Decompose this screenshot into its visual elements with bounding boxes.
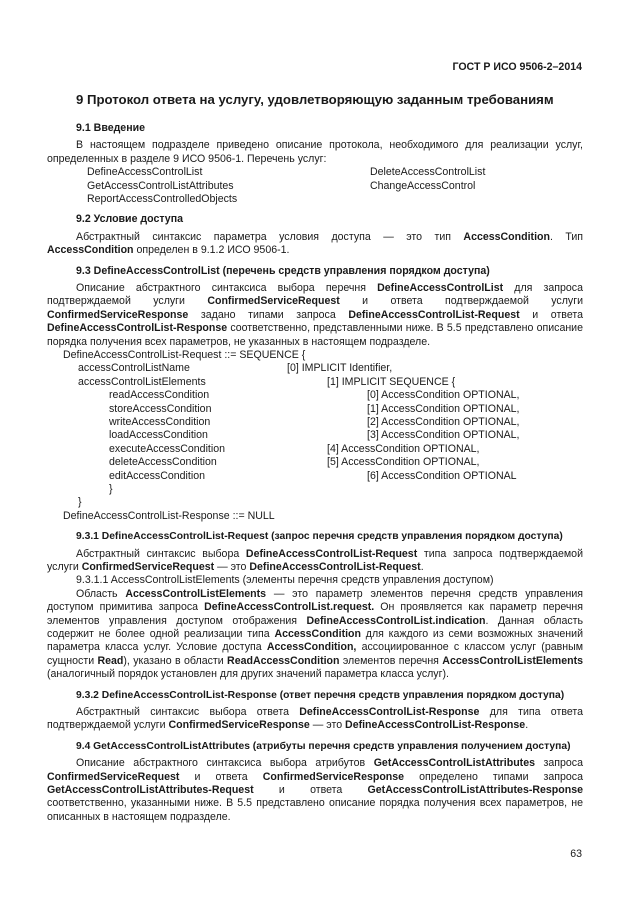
paragraph-9-2: Абстрактный синтаксис параметра условия доступа — это тип AccessCondition. Тип AccessCondition определен в 9.1.2 ИСО 9506-1.	[47, 230, 583, 257]
code-line: executeAccessCondition [4] AccessCondition OPTIONAL,	[109, 442, 480, 455]
paragraph-9-3-1: Абстрактный синтаксис выбора DefineAccessControlList-Request типа запроса подтверждаемой услуги ConfirmedServiceRequest — это DefineAccessControlList-Request.	[47, 547, 583, 573]
paragraph-9-3: Описание абстрактного синтаксиса выбора перечня DefineAccessControlList для запроса подтверждаемой услуги ConfirmedServiceRequest и ответа подтверждаемой услуги ConfirmedServiceResponse задано типами запроса DefineAccessControlList-Request и ответа DefineAccessControlList-Response соответственно, представленными ниже. В 5.5 представлено описание порядка получения всех параметров, не указанных в настоящем подразделе.	[47, 282, 583, 348]
service-item: ChangeAccessControl	[370, 179, 476, 192]
paragraph-9-3-2: Абстрактный синтаксис выбора ответа DefineAccessControlList-Response для типа ответа подтверждаемой услуги ConfirmedServiceResponse — это DefineAccessControlList-Response.	[47, 706, 583, 732]
subsection-title-9-3-1: 9.3.1 DefineAccessControlList-Request (запрос перечня средств управления порядком доступа)	[76, 531, 563, 543]
subsection-title-9-4: 9.4 GetAccessControlListAttributes (атрибуты перечня средств управления получением доступа)	[76, 740, 571, 752]
code-line: accessControlListName [0] IMPLICIT Identifier,	[78, 362, 393, 375]
standard-header: ГОСТ Р ИСО 9506-2–2014	[452, 61, 582, 73]
code-line: loadAccessCondition [3] AccessCondition OPTIONAL,	[109, 429, 520, 442]
subsection-title-9-1: 9.1 Введение	[76, 122, 146, 134]
service-item: ReportAccessControlledObjects	[87, 193, 238, 206]
service-row	[87, 193, 583, 206]
service-item: DefineAccessControlList	[87, 166, 203, 179]
service-row	[87, 180, 583, 193]
code-line: deleteAccessCondition [5] AccessCondition OPTIONAL,	[109, 456, 480, 469]
service-item: DeleteAccessControlList	[370, 166, 486, 179]
section-title: 9 Протокол ответа на услугу, удовлетворяющую заданным требованиям	[76, 92, 554, 107]
paragraph-9-3-1-1: Область AccessControlListElements — это параметр элементов перечня средств управления доступом примитива запроса DefineAccessControlList.request. Он проявляется как параметр перечня элементов управления доступом отображения DefineAccessControlList.indication. Данная область содержит не более одной реализации типа AccessCondition для каждого из семи возможных значений параметра класса услуг. Условие доступа AccessCondition, ассоциированное с классом услуг (равным сущности Read), указано в области ReadAccessCondition элементов перечня AccessControlListElements (аналогичный порядок установлен для других значений параметра класса услуг).	[47, 587, 584, 681]
subsection-title-9-3-2: 9.3.2 DefineAccessControlList-Response (ответ перечня средств управления порядком доступа)	[76, 689, 565, 701]
subsection-title-9-3: 9.3 DefineAccessControlList (перечень средств управления порядком доступа)	[76, 264, 490, 277]
code-line: }	[78, 496, 82, 509]
asn1-code-block	[47, 349, 583, 523]
paragraph-9-4: Описание абстрактного синтаксиса выбора атрибутов GetAccessControlListAttributes запроса ConfirmedServiceRequest и ответа ConfirmedServiceResponse определено типами запроса GetAccessControlListAttributes-Request и ответа GetAccessControlListAttributes-Response соответственно, указанными ниже. В 5.5 представлено описание порядка получения всех параметров, не описанных в настоящем подразделе.	[47, 757, 583, 823]
subsection-title-9-2: 9.2 Условие доступа	[76, 213, 183, 226]
paragraph-9-1: В настоящем подразделе приведено описание протокола, необходимого для реализации услуг, определенных в разделе 9 ИСО 9506-1. Перечень услуг:	[47, 139, 583, 165]
service-row	[87, 166, 583, 179]
code-line: editAccessCondition [6] AccessCondition OPTIONAL	[109, 469, 517, 482]
code-line: writeAccessCondition [2] AccessCondition OPTIONAL,	[109, 416, 520, 429]
service-list	[47, 166, 583, 206]
service-item: GetAccessControlListAttributes	[87, 179, 234, 192]
code-line: }	[109, 483, 113, 495]
page-number: 63	[570, 848, 582, 860]
code-line: storeAccessCondition [1] AccessCondition OPTIONAL,	[109, 402, 520, 415]
code-line: DefineAccessControlList-Request ::= SEQUENCE {	[63, 349, 306, 362]
subsubsection-title-9-3-1-1: 9.3.1.1 AccessControlListElements (элементы перечня средств управления доступом)	[76, 574, 494, 587]
code-line: DefineAccessControlList-Response ::= NULL	[63, 509, 275, 522]
code-line: readAccessCondition [0] AccessCondition OPTIONAL,	[109, 389, 520, 402]
page-content	[47, 92, 583, 824]
code-line: accessControlListElements [1] IMPLICIT SEQUENCE {	[78, 375, 456, 388]
